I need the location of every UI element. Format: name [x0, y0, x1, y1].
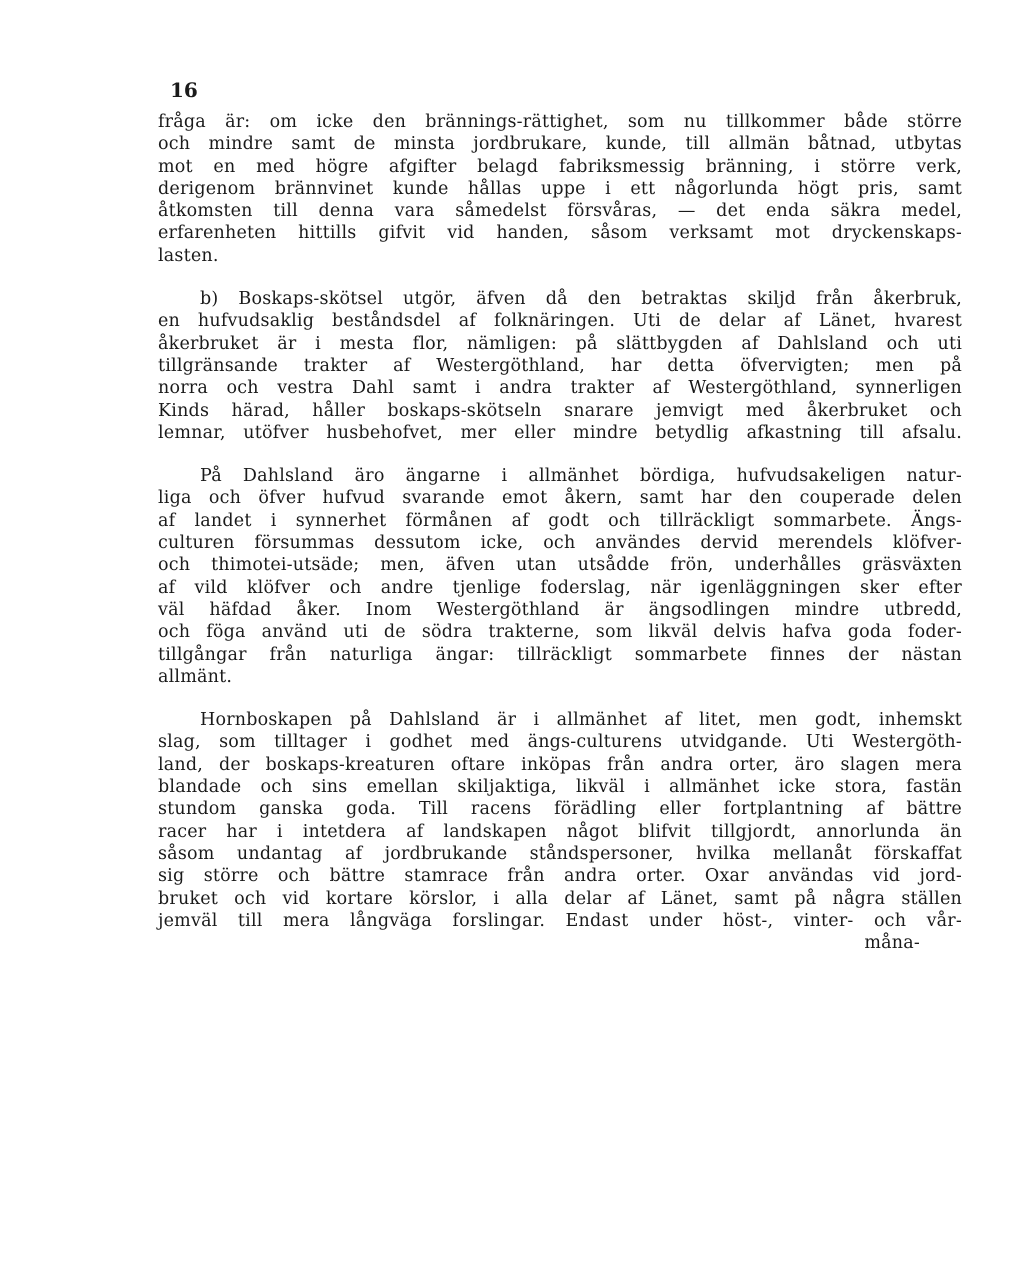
text-line: Kinds härad, håller boskaps-skötseln snarare jemvigt med åkerbruket och [158, 400, 962, 421]
paragraph-1 [158, 111, 962, 267]
text-line: b) Boskaps-skötsel utgör, äfven då den betraktas skiljd från åkerbruk, [200, 289, 962, 310]
text-line: bruket och vid kortare körslor, i alla delar af Länet, samt på några ställen [158, 888, 962, 909]
paragraph-2 [158, 288, 962, 444]
text-line: tillgångar från naturliga ängar: tillräckligt sommarbete finnes der nästan [158, 644, 962, 665]
text-line: liga och öfver hufvud svarande emot åkern, samt har den couperade delen [158, 488, 962, 509]
text-line: och mindre samt de minsta jordbrukare, kunde, till allmän båtnad, utbytas [158, 134, 962, 155]
text-line: såsom undantag af jordbrukande ståndspersoner, hvilka mellanåt förskaffat [158, 843, 962, 864]
text-line: culturen försummas dessutom icke, och användes dervid merendels klöfver- [158, 533, 962, 554]
text-line: derigenom brännvinet kunde hållas uppe i ett någorlunda högt pris, samt [158, 178, 962, 199]
text-line: lasten. [158, 245, 219, 266]
text-line: åkerbruket är i mesta flor, nämligen: på slättbygden af Dahlsland och uti [158, 333, 962, 354]
text-line: slag, som tilltager i godhet med ängs-culturens utvidgande. Uti Westergöth- [158, 732, 962, 753]
text-line: mot en med högre afgifter belagd fabriksmessig bränning, i större verk, [158, 156, 962, 177]
text-line: På Dahlsland äro ängarne i allmänhet bördiga, hufvudsakeligen natur- [200, 466, 962, 487]
page [158, 78, 962, 954]
text-line: af vild klöfver och andre tjenlige foderslag, när igenläggningen sker efter [158, 577, 962, 598]
text-line: norra och vestra Dahl samt i andra trakter af Westergöthland, synnerligen [158, 378, 962, 399]
text-line: blandade och sins emellan skiljaktiga, likväl i allmänhet icke stora, fastän [158, 777, 962, 798]
text-line: väl häfdad åker. Inom Westergöthland är ängsodlingen mindre utbredd, [158, 599, 962, 620]
text-line: af landet i synnerhet förmånen af godt och tillräckligt sommarbete. Ängs- [158, 510, 962, 531]
text-line: erfarenheten hittills gifvit vid handen, såsom verksamt mot dryckenskaps- [158, 223, 962, 244]
text-line: och föga använd uti de södra trakterne, som likväl delvis hafva goda foder- [158, 622, 962, 643]
page-number: 16 [170, 78, 198, 102]
text-line: och thimotei-utsäde; men, äfven utan utsådde frön, underhålles gräsväxten [158, 555, 962, 576]
text-line: sig större och bättre stamrace från andra orter. Oxar användas vid jord- [158, 866, 962, 887]
paragraph-3 [158, 465, 962, 688]
text-line: tillgränsande trakter af Westergöthland, har detta öfvervigten; men på [158, 355, 962, 376]
text-line: jemväl till mera långväga forslingar. Endast under höst-, vinter- och vår- [158, 910, 962, 931]
text-line: åtkomsten till denna vara såmedelst försvåras, — det enda säkra medel, [158, 201, 962, 222]
text-line: fråga är: om icke den brännings-rättighet, som nu tillkommer både större [158, 112, 962, 132]
text-line: land, der boskaps-kreaturen oftare inköpas från andra orter, äro slagen mera [158, 754, 962, 775]
catchword: måna- [864, 933, 920, 954]
text-line: Hornboskapen på Dahlsland är i allmänhet af litet, men godt, inhemskt [200, 710, 962, 731]
text-line: racer har i intetdera af landskapen något blifvit tillgjordt, annorlunda än [158, 821, 962, 842]
text-line: allmänt. [158, 666, 233, 687]
text-line: lemnar, utöfver husbehofvet, mer eller mindre betydlig afkastning till afsalu. [158, 422, 962, 443]
text-line: stundom ganska goda. Till racens förädling eller fortplantning af bättre [158, 799, 962, 820]
paragraph-4 [158, 709, 962, 932]
text-line: en hufvudsaklig beståndsdel af folknäringen. Uti de delar af Länet, hvarest [158, 311, 962, 332]
